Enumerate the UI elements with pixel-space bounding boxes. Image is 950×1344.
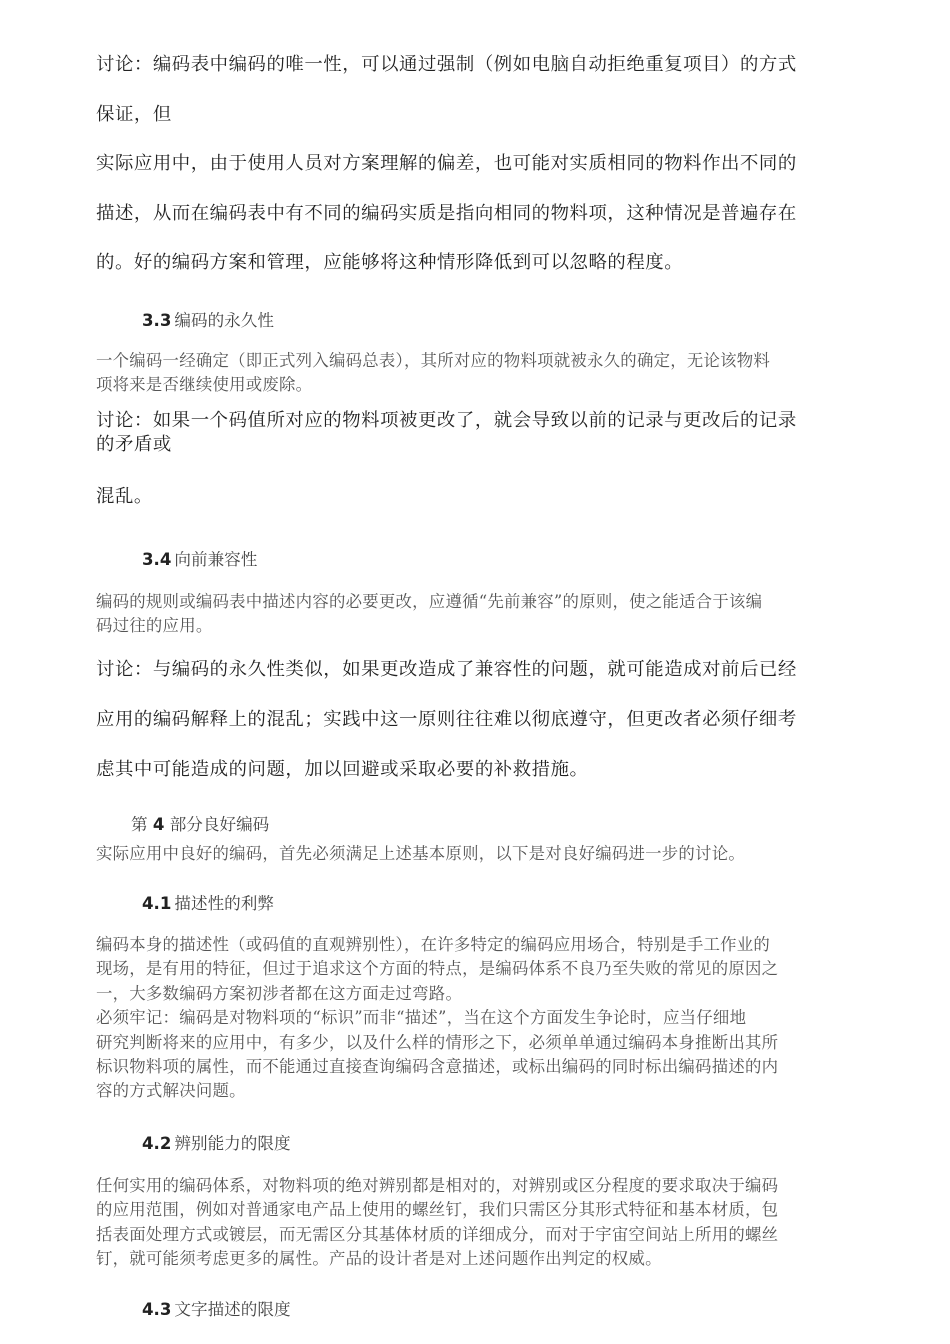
- section-number: 3.4: [142, 550, 172, 569]
- part-middle: 部分: [169, 815, 203, 834]
- text-line: 现场，是有用的特征，但过于追求这个方面的特点，是编码体系不良乃至失败的常见的原因之: [96, 959, 779, 979]
- section-number: 4.3: [142, 1300, 172, 1319]
- part-4-heading: [131, 811, 269, 835]
- text-line: 的矛盾或: [96, 434, 172, 455]
- section-title: 辨别能力的限度: [174, 1134, 291, 1153]
- text-line: 项将来是否继续使用或废除。: [96, 375, 313, 395]
- text-line: 讨论：编码表中编码的唯一性，可以通过强制（例如电脑自动拒绝重复项目）的方式: [96, 54, 797, 75]
- heading-3-4: [142, 546, 257, 570]
- text-line: 保证，但: [96, 103, 172, 125]
- text-line: 实际应用中良好的编码，首先必须满足上述基本原则，以下是对良好编码进一步的讨论。: [96, 844, 745, 863]
- section-number: 4.2: [142, 1134, 172, 1153]
- text-line: 任何实用的编码体系，对物料项的绝对辨别都是相对的，对辨别或区分程度的要求取决于编码: [96, 1176, 779, 1195]
- text-line: 必须牢记：编码是对物料项的“标识”而非“描述”，当在这个方面发生争论时，应当仔细地: [96, 1008, 747, 1028]
- part-number: 4: [152, 815, 165, 834]
- text-line: 一，大多数编码方案初涉者都在这方面走过弯路。: [96, 983, 463, 1003]
- paragraph-4-2: [96, 1174, 900, 1272]
- paragraph-3-3: [96, 349, 900, 398]
- text-line: 标识物料项的属性，而不能通过直接查询编码含意描述，或标出编码的同时标出编码描述的内: [96, 1057, 779, 1077]
- section-title: 文字描述的限度: [174, 1300, 291, 1319]
- text-line: 描述，从而在编码表中有不同的编码实质是指向相同的物料项，这种情况是普遍存在: [96, 202, 797, 224]
- part-4-intro: [96, 842, 900, 866]
- text-line: 的应用范围，例如对普通家电产品上使用的螺丝钉，我们只需区分其形式特征和基本材质，包: [96, 1200, 779, 1220]
- section-title: 编码的永久性: [174, 311, 274, 330]
- heading-4-3: [142, 1296, 291, 1320]
- text-line: 容的方式解决问题。: [96, 1081, 246, 1101]
- text-line: 一个编码一经确定（即正式列入编码总表），其所对应的物料项就被永久的确定，无论该物料: [96, 351, 771, 370]
- text-line: 虑其中可能造成的问题，加以回避或采取必要的补救措施。: [96, 759, 589, 780]
- text-line: 混乱。: [96, 486, 153, 507]
- text-line: 实际应用中，由于使用人员对方案理解的偏差，也可能对实质相同的物料作出不同的: [96, 153, 797, 174]
- paragraph-3-4: [96, 590, 900, 639]
- section-number: 4.1: [142, 894, 172, 913]
- section-number: 3.3: [142, 311, 172, 330]
- text-line: 讨论：与编码的永久性类似，如果更改造成了兼容性的问题，就可能造成对前后已经: [96, 659, 797, 680]
- text-line: 编码本身的描述性（或码值的直观辨别性），在许多特定的编码应用场合，特别是手工作业的: [96, 935, 771, 954]
- text-line: 讨论：如果一个码值所对应的物料项被更改了，就会导致以前的记录与更改后的记录: [96, 410, 797, 431]
- discussion-permanence: [96, 409, 896, 457]
- text-line: 应用的编码解释上的混乱；实践中这一原则往往难以彻底遵守，但更改者必须仔细考: [96, 709, 797, 730]
- text-line: 编码的规则或编码表中描述内容的必要更改，应遵循“先前兼容”的原则，使之能适合于该编: [96, 592, 763, 611]
- heading-3-3: [142, 307, 274, 331]
- text-line: 研究判断将来的应用中，有多少，以及什么样的情形之下，必须单单通过编码本身推断出其所: [96, 1032, 779, 1052]
- section-title: 向前兼容性: [174, 550, 258, 569]
- discussion-compatibility: [96, 645, 896, 795]
- heading-4-1: [142, 890, 274, 914]
- paragraph-4-1: [96, 933, 900, 1104]
- heading-4-2: [142, 1130, 291, 1154]
- text-line: 的。好的编码方案和管理，应能够将这种情形降低到可以忽略的程度。: [96, 252, 684, 273]
- text-line: 括表面处理方式或镀层，而无需区分其基体材质的详细成分，而对于宇宙空间站上所用的螺丝: [96, 1224, 779, 1244]
- part-title: 良好编码: [202, 815, 270, 834]
- text-line: 钉，就可能须考虑更多的属性。产品的设计者是对上述问题作出判定的权威。: [96, 1249, 662, 1269]
- text-line: 码过往的应用。: [96, 616, 213, 636]
- part-prefix: 第: [131, 815, 148, 834]
- section-title: 描述性的利弊: [174, 894, 274, 913]
- discussion-uniqueness: [96, 40, 896, 288]
- discussion-permanence-end: [96, 485, 896, 509]
